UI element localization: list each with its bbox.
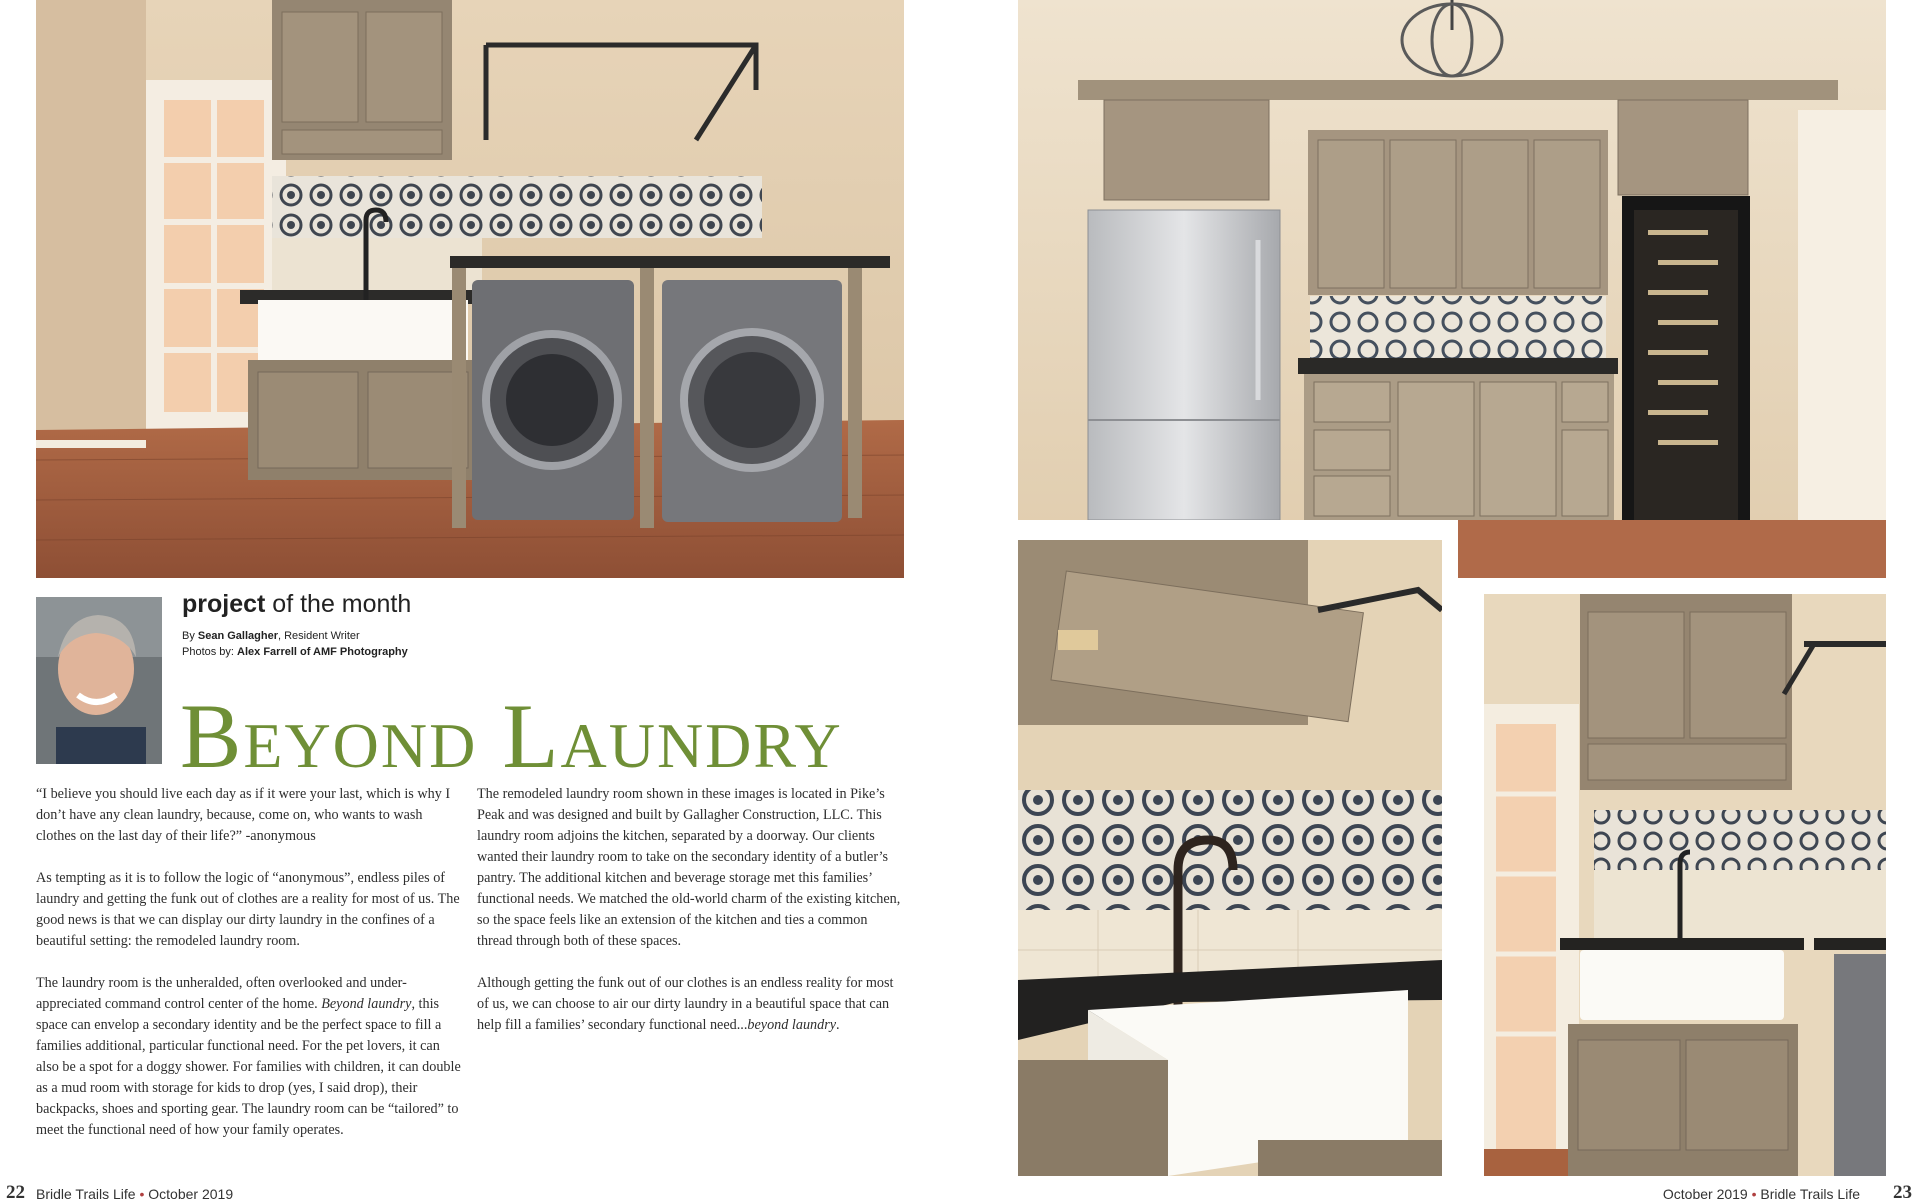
footer-magazine: Bridle Trails Life [1760, 1186, 1860, 1202]
section-kicker-rest: of the month [265, 590, 412, 618]
paragraph-unheralded [36, 973, 462, 1141]
butlers-pantry-fridge-wine-photo [1018, 0, 1886, 578]
paragraph-text: . [836, 1017, 840, 1033]
footer-issue: October 2019 [148, 1186, 234, 1202]
laundry-room-washer-dryer-photo [36, 0, 904, 578]
sink-cabinet-photo [1484, 594, 1886, 1176]
footer-left [36, 1186, 233, 1202]
section-kicker-bold: project [182, 590, 266, 618]
byline [182, 628, 408, 660]
article-title: Beyond Laundry [180, 685, 843, 787]
photographer-name: Alex Farrell of AMF Photography [237, 646, 408, 658]
paragraph-quote: “I believe you should live each day as if it were your last, which is why I don’t have any clean laundry, because, come on, who wants to wash clothes on the last day of their life?” -anonymous [36, 786, 451, 844]
paragraph-conclusion [477, 973, 905, 1036]
article-column-1 [36, 784, 462, 1162]
footer-separator: • [1751, 1186, 1757, 1202]
paragraph-tempting: As tempting as it is to follow the logic of “anonymous”, endless piles of laundry and getting the funk out of clothes are a reality for most of us. The good news is that we can display our dirty laundry in the confines of a beautiful setting: the remodeled laundry room. [36, 870, 460, 949]
paragraph-italic: beyond laundry [747, 1017, 837, 1033]
footer-right [1663, 1186, 1860, 1202]
farmhouse-sink-closeup-photo [1018, 540, 1442, 1176]
footer-separator: • [139, 1186, 145, 1202]
photo-credit-line [182, 644, 408, 660]
paragraph-text: The laundry room is the unheralded, often overlooked and under-appreciated command control center of the home. [36, 975, 407, 1012]
article-column-2 [477, 784, 905, 1057]
paragraph-text: Although getting the funk out of our clothes is an endless reality for most of us, we can choose to air our dirty laundry in a beautiful space that can help fill a families’ secondary functional need... [477, 975, 894, 1033]
by-prefix: By [182, 630, 198, 642]
paragraph-text: , this space can envelop a secondary identity and be the perfect space to fill a families additional, particular functional need. For the pet lovers, it can also be a spot for a doggy shower. For families with children, it can double as a mud room with storage for kids to drop (yes, I said drop), their backpacks, shoes and sporting gear. The laundry room can be “tailored” to meet the functional need of how your family operates. [36, 996, 461, 1138]
photos-prefix: Photos by: [182, 646, 238, 658]
section-kicker [182, 590, 411, 619]
page-number-left: 22 [6, 1182, 25, 1203]
author-headshot [36, 597, 162, 764]
paragraph-italic: Beyond laundry [321, 996, 412, 1012]
footer-issue: October 2019 [1662, 1186, 1748, 1202]
author-name: Sean Gallagher [197, 630, 278, 642]
paragraph-remodeled: The remodeled laundry room shown in these images is located in Pike’s Peak and was designed and built by Gallagher Construction, LLC. This laundry room adjoins the kitchen, separated by a doorway. Our clients wanted their laundry room to take on the secondary identity of a butler’s pantry. The additional kitchen and beverage storage met this families’ functional needs. We matched the old-world charm of the existing kitchen, so the space feels like an extension of the kitchen and ties a common thread through both of these spaces. [477, 786, 901, 949]
author-line [182, 628, 408, 644]
footer-magazine: Bridle Trails Life [36, 1186, 136, 1202]
author-role: , Resident Writer [278, 630, 360, 642]
page-number-right: 23 [1893, 1182, 1912, 1203]
